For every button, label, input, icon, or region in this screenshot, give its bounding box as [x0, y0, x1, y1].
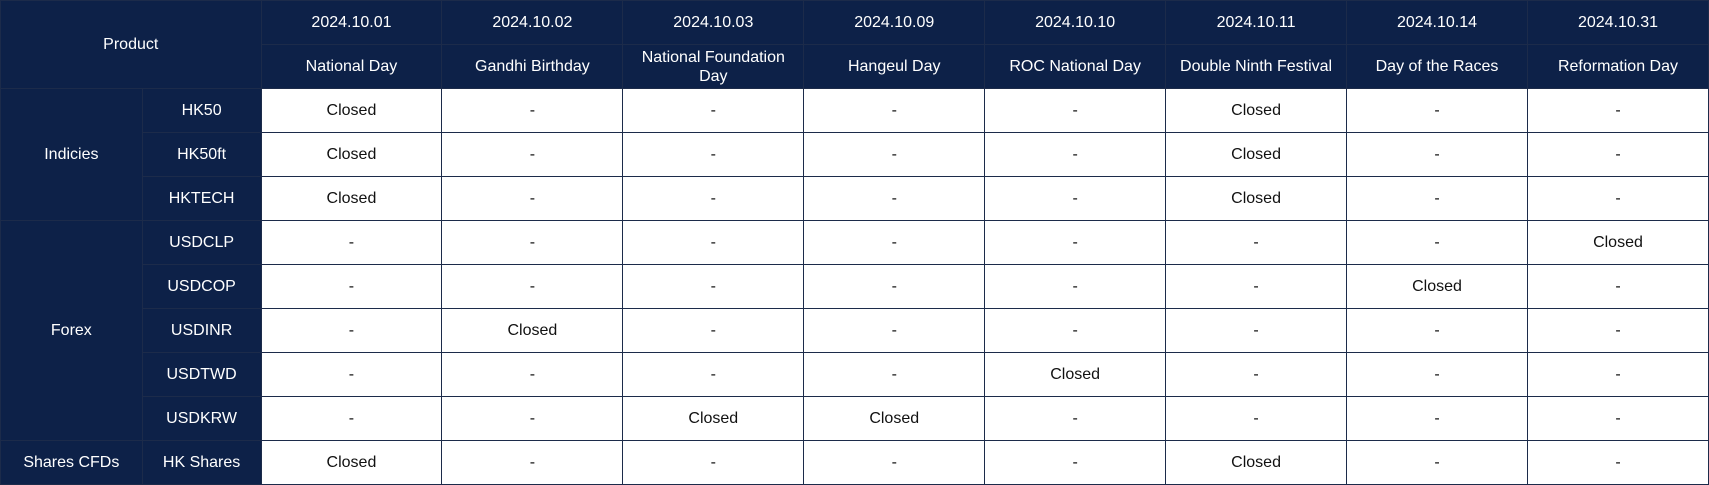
- status-cell: -: [1347, 441, 1528, 485]
- date-header: 2024.10.14: [1347, 1, 1528, 45]
- status-cell: -: [261, 221, 442, 265]
- status-cell: -: [1347, 133, 1528, 177]
- status-cell: -: [1527, 265, 1708, 309]
- status-cell: -: [1166, 397, 1347, 441]
- table-body: [1, 89, 1709, 485]
- status-cell: -: [804, 177, 985, 221]
- date-header: 2024.10.11: [1166, 1, 1347, 45]
- status-cell: -: [804, 221, 985, 265]
- table-row: [1, 353, 1709, 397]
- status-cell: -: [1347, 309, 1528, 353]
- status-cell: -: [623, 265, 804, 309]
- status-cell: -: [1527, 177, 1708, 221]
- status-cell: -: [442, 89, 623, 133]
- status-cell: -: [985, 133, 1166, 177]
- status-cell: Closed: [261, 441, 442, 485]
- status-cell: -: [804, 309, 985, 353]
- symbol-label: USDINR: [142, 309, 261, 353]
- status-cell: -: [985, 89, 1166, 133]
- holiday-header: Hangeul Day: [804, 45, 985, 89]
- status-cell: Closed: [261, 89, 442, 133]
- status-cell: -: [985, 309, 1166, 353]
- status-cell: -: [261, 353, 442, 397]
- holiday-header: National Day: [261, 45, 442, 89]
- status-cell: -: [1166, 309, 1347, 353]
- status-cell: -: [804, 133, 985, 177]
- status-cell: Closed: [623, 397, 804, 441]
- date-header: 2024.10.09: [804, 1, 985, 45]
- status-cell: -: [623, 89, 804, 133]
- status-cell: -: [1166, 221, 1347, 265]
- status-cell: -: [442, 353, 623, 397]
- status-cell: Closed: [261, 133, 442, 177]
- holiday-header: Day of the Races: [1347, 45, 1528, 89]
- status-cell: -: [804, 353, 985, 397]
- holiday-header: Gandhi Birthday: [442, 45, 623, 89]
- status-cell: -: [1347, 177, 1528, 221]
- header-date-row: [1, 1, 1709, 45]
- category-label: Shares CFDs: [1, 441, 143, 485]
- status-cell: Closed: [1166, 177, 1347, 221]
- date-header: 2024.10.01: [261, 1, 442, 45]
- status-cell: -: [985, 441, 1166, 485]
- status-cell: -: [1527, 441, 1708, 485]
- status-cell: -: [442, 397, 623, 441]
- holiday-header: Double Ninth Festival: [1166, 45, 1347, 89]
- table-row: [1, 441, 1709, 485]
- status-cell: -: [1347, 353, 1528, 397]
- status-cell: -: [804, 89, 985, 133]
- symbol-label: USDCOP: [142, 265, 261, 309]
- status-cell: -: [985, 177, 1166, 221]
- status-cell: -: [804, 441, 985, 485]
- symbol-label: USDCLP: [142, 221, 261, 265]
- status-cell: Closed: [442, 309, 623, 353]
- status-cell: -: [442, 177, 623, 221]
- status-cell: -: [623, 221, 804, 265]
- holiday-header: National Foundation Day: [623, 45, 804, 89]
- symbol-label: USDTWD: [142, 353, 261, 397]
- table-row: [1, 265, 1709, 309]
- status-cell: Closed: [1527, 221, 1708, 265]
- status-cell: -: [442, 265, 623, 309]
- status-cell: -: [1347, 397, 1528, 441]
- status-cell: -: [261, 309, 442, 353]
- table-row: [1, 177, 1709, 221]
- holiday-header: ROC National Day: [985, 45, 1166, 89]
- symbol-label: HKTECH: [142, 177, 261, 221]
- status-cell: -: [1166, 265, 1347, 309]
- status-cell: -: [261, 397, 442, 441]
- status-cell: -: [442, 441, 623, 485]
- category-label: Forex: [1, 221, 143, 441]
- status-cell: -: [1527, 397, 1708, 441]
- symbol-label: HK50: [142, 89, 261, 133]
- status-cell: -: [1527, 89, 1708, 133]
- symbol-label: HK Shares: [142, 441, 261, 485]
- table-row: [1, 397, 1709, 441]
- symbol-label: HK50ft: [142, 133, 261, 177]
- status-cell: -: [623, 441, 804, 485]
- table-row: [1, 309, 1709, 353]
- status-cell: -: [985, 397, 1166, 441]
- table-row: [1, 89, 1709, 133]
- status-cell: -: [261, 265, 442, 309]
- table-header: [1, 1, 1709, 89]
- status-cell: -: [1527, 133, 1708, 177]
- status-cell: -: [442, 221, 623, 265]
- status-cell: -: [623, 133, 804, 177]
- status-cell: -: [1527, 353, 1708, 397]
- status-cell: Closed: [1347, 265, 1528, 309]
- category-label: Indicies: [1, 89, 143, 221]
- product-header: Product: [1, 1, 262, 89]
- status-cell: -: [623, 177, 804, 221]
- table-row: [1, 221, 1709, 265]
- status-cell: -: [1347, 89, 1528, 133]
- status-cell: -: [623, 353, 804, 397]
- status-cell: Closed: [261, 177, 442, 221]
- status-cell: Closed: [804, 397, 985, 441]
- status-cell: Closed: [1166, 89, 1347, 133]
- symbol-label: USDKRW: [142, 397, 261, 441]
- status-cell: Closed: [985, 353, 1166, 397]
- date-header: 2024.10.10: [985, 1, 1166, 45]
- date-header: 2024.10.02: [442, 1, 623, 45]
- table-row: [1, 133, 1709, 177]
- date-header: 2024.10.31: [1527, 1, 1708, 45]
- date-header: 2024.10.03: [623, 1, 804, 45]
- status-cell: -: [442, 133, 623, 177]
- status-cell: -: [804, 265, 985, 309]
- status-cell: -: [985, 221, 1166, 265]
- status-cell: Closed: [1166, 133, 1347, 177]
- status-cell: -: [1347, 221, 1528, 265]
- status-cell: -: [985, 265, 1166, 309]
- status-cell: -: [1166, 353, 1347, 397]
- status-cell: Closed: [1166, 441, 1347, 485]
- status-cell: -: [1527, 309, 1708, 353]
- status-cell: -: [623, 309, 804, 353]
- holiday-header: Reformation Day: [1527, 45, 1708, 89]
